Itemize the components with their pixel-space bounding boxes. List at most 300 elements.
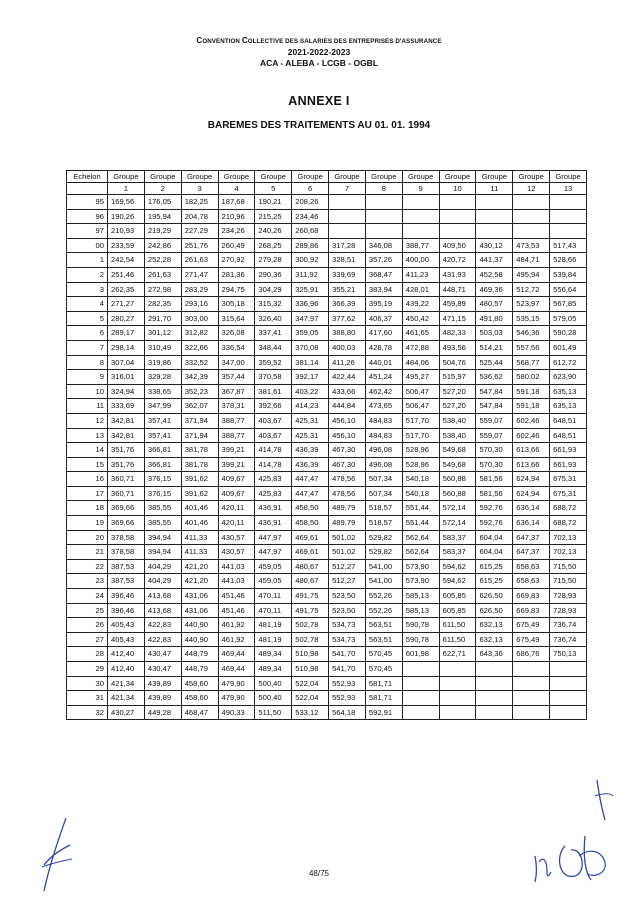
salary-cell: 431,93 [439,267,476,282]
salary-cell: 371,94 [181,428,218,443]
echelon-cell: 25 [67,603,108,618]
salary-cell: 573,90 [402,559,439,574]
salary-cell: 572,14 [439,501,476,516]
salary-cell: 293,16 [181,297,218,312]
salary-cell: 624,94 [513,486,550,501]
salary-cell: 425,31 [292,428,329,443]
header-group: Groupe [181,171,218,183]
salary-cell [513,676,550,691]
salary-cell: 570,30 [476,443,513,458]
table-body [67,195,587,720]
salary-cell: 355,21 [329,282,366,297]
salary-cell: 546,36 [513,326,550,341]
salary-cell: 538,40 [439,413,476,428]
salary-cell: 647,37 [513,530,550,545]
salary-cell: 611,50 [439,618,476,633]
salary-cell: 383,94 [365,282,402,297]
salary-cell: 439,89 [144,676,181,691]
salary-cell: 260,49 [218,238,255,253]
salary-cell: 300,92 [292,253,329,268]
salary-scale-table [66,170,587,720]
salary-cell: 401,46 [181,516,218,531]
salary-cell: 469,44 [218,662,255,677]
salary-cell: 491,75 [292,603,329,618]
salary-cell: 405,43 [108,632,145,647]
salary-cell: 420,11 [218,501,255,516]
echelon-cell: 23 [67,574,108,589]
salary-cell: 233,59 [108,238,145,253]
salary-cell [329,224,366,239]
salary-cell: 482,33 [439,326,476,341]
salary-cell: 636,14 [513,516,550,531]
salary-cell: 411,33 [181,545,218,560]
echelon-cell: 5 [67,311,108,326]
header-group: Groupe [365,171,402,183]
salary-cell: 675,49 [513,632,550,647]
header-group: 13 [550,183,587,195]
salary-cell: 525,44 [476,355,513,370]
salary-cell: 392,66 [255,399,292,414]
salary-cell: 715,50 [550,574,587,589]
salary-cell: 369,66 [108,501,145,516]
salary-cell: 534,73 [329,618,366,633]
salary-cell: 281,36 [218,267,255,282]
salary-cell: 583,37 [439,545,476,560]
salary-cell: 470,11 [255,589,292,604]
table-row [67,486,587,501]
salary-cell: 399,21 [218,457,255,472]
salary-cell: 461,65 [402,326,439,341]
salary-cell: 557,56 [513,340,550,355]
salary-cell [550,662,587,677]
salary-cell: 400,03 [329,340,366,355]
salary-cell: 504,76 [439,355,476,370]
salary-cell: 294,75 [218,282,255,297]
salary-cell: 413,68 [144,589,181,604]
salary-cell: 736,74 [550,632,587,647]
salary-cell: 187,68 [218,195,255,210]
header-group: 1 [108,183,145,195]
convention-years: 2021-2022-2023 [287,47,351,57]
salary-cell: 480,57 [476,297,513,312]
salary-cell: 332,52 [181,355,218,370]
salary-cell: 503,03 [476,326,513,341]
header-group: 9 [402,183,439,195]
salary-cell: 468,47 [181,705,218,720]
salary-cell: 552,93 [329,676,366,691]
salary-cell: 289,17 [108,326,145,341]
salary-cell: 506,47 [402,384,439,399]
salary-cell: 433,66 [329,384,366,399]
salary-cell: 447,97 [255,530,292,545]
salary-cell: 342,39 [181,370,218,385]
salary-cell: 613,66 [513,443,550,458]
salary-cell: 215,25 [255,209,292,224]
salary-cell: 556,64 [550,282,587,297]
salary-cell: 501,02 [329,530,366,545]
salary-cell: 234,46 [292,209,329,224]
salary-cell: 409,50 [439,238,476,253]
annex-subtitle: BAREMES DES TRAITEMENTS AU 01. 01. 1994 [207,120,431,131]
table-row [67,384,587,399]
table-row [67,632,587,647]
salary-cell: 601,98 [402,647,439,662]
salary-cell: 357,41 [144,413,181,428]
salary-cell: 394,94 [144,545,181,560]
echelon-cell: 18 [67,501,108,516]
salary-cell: 536,62 [476,370,513,385]
salary-cell [402,209,439,224]
salary-cell: 517,70 [402,413,439,428]
salary-cell: 581,71 [365,676,402,691]
salary-cell: 401,46 [181,501,218,516]
salary-cell: 728,93 [550,603,587,618]
salary-cell: 462,42 [365,384,402,399]
salary-cell: 441,37 [476,253,513,268]
salary-cell: 431,06 [181,589,218,604]
echelon-cell: 1 [67,253,108,268]
echelon-cell: 9 [67,370,108,385]
salary-cell: 421,34 [108,676,145,691]
salary-cell: 484,06 [402,355,439,370]
salary-cell: 533,12 [292,705,329,720]
salary-cell: 632,13 [476,618,513,633]
salary-cell: 422,83 [144,618,181,633]
salary-cell: 333,69 [108,399,145,414]
echelon-cell: 10 [67,384,108,399]
echelon-cell: 20 [67,530,108,545]
table-header [67,171,587,195]
salary-cell: 560,88 [439,472,476,487]
salary-cell: 500,40 [255,676,292,691]
salary-cell: 405,43 [108,618,145,633]
salary-cell: 675,31 [550,472,587,487]
table-row [67,705,587,720]
salary-cell [550,209,587,224]
table-row [67,691,587,706]
salary-cell: 702,13 [550,530,587,545]
salary-cell: 272,98 [144,282,181,297]
salary-cell: 658,63 [513,574,550,589]
salary-cell: 260,68 [292,224,329,239]
salary-cell: 280,27 [108,311,145,326]
echelon-cell: 13 [67,428,108,443]
table-row [67,574,587,589]
table-row [67,428,587,443]
salary-cell: 541,70 [329,647,366,662]
salary-cell: 647,37 [513,545,550,560]
salary-cell: 347,00 [218,355,255,370]
salary-cell: 452,58 [476,267,513,282]
table-row [67,253,587,268]
salary-cell: 484,83 [365,428,402,443]
salary-cell [476,662,513,677]
salary-cell: 479,90 [218,691,255,706]
header-group: Groupe [550,171,587,183]
salary-cell [476,705,513,720]
salary-cell: 436,39 [292,457,329,472]
table-row [67,311,587,326]
salary-cell: 528,96 [402,457,439,472]
salary-cell: 176,05 [144,195,181,210]
echelon-cell: 22 [67,559,108,574]
salary-cell: 441,03 [218,574,255,589]
salary-cell: 447,47 [292,472,329,487]
table-row [67,545,587,560]
salary-cell: 461,92 [218,618,255,633]
salary-cell: 688,72 [550,501,587,516]
salary-cell: 579,05 [550,311,587,326]
salary-cell: 458,50 [292,501,329,516]
salary-cell: 399,21 [218,443,255,458]
salary-cell [476,195,513,210]
salary-cell: 289,86 [292,238,329,253]
salary-cell: 371,94 [181,413,218,428]
salary-cell: 559,07 [476,413,513,428]
salary-cell: 396,46 [108,589,145,604]
salary-cell: 626,50 [476,589,513,604]
salary-cell: 403,67 [255,428,292,443]
salary-cell [513,224,550,239]
salary-cell [476,224,513,239]
salary-cell: 527,20 [439,399,476,414]
table-header-row [67,171,587,183]
salary-cell: 585,13 [402,603,439,618]
table-row [67,618,587,633]
salary-cell: 592,91 [365,705,402,720]
salary-cell [439,662,476,677]
salary-cell: 392,17 [292,370,329,385]
salary-cell: 458,60 [181,676,218,691]
salary-cell [402,705,439,720]
salary-cell: 643,36 [476,647,513,662]
salary-cell: 421,20 [181,559,218,574]
salary-cell: 551,44 [402,516,439,531]
salary-cell: 512,27 [329,574,366,589]
salary-cell: 305,18 [218,297,255,312]
salary-cell: 658,63 [513,559,550,574]
salary-cell [476,691,513,706]
salary-cell: 514,21 [476,340,513,355]
salary-cell: 611,50 [439,632,476,647]
salary-cell: 388,80 [329,326,366,341]
salary-cell [439,209,476,224]
salary-cell: 368,47 [365,267,402,282]
salary-cell: 414,78 [255,457,292,472]
salary-cell: 283,29 [181,282,218,297]
salary-cell: 425,83 [255,472,292,487]
salary-cell: 376,15 [144,472,181,487]
salary-cell: 467,30 [329,457,366,472]
salary-cell [476,676,513,691]
salary-cell: 430,57 [218,545,255,560]
salary-cell: 484,83 [365,413,402,428]
salary-cell: 421,20 [181,574,218,589]
salary-cell: 572,14 [439,516,476,531]
salary-cell: 602,46 [513,413,550,428]
salary-cell: 381,61 [255,384,292,399]
salary-cell: 342,81 [108,413,145,428]
salary-cell [439,195,476,210]
salary-cell: 481,19 [255,618,292,633]
salary-cell: 420,72 [439,253,476,268]
salary-cell: 351,76 [108,457,145,472]
salary-cell: 298,14 [108,340,145,355]
salary-cell: 359,52 [255,355,292,370]
salary-cell: 301,12 [144,326,181,341]
salary-cell: 447,47 [292,486,329,501]
salary-cell: 604,04 [476,530,513,545]
header-group: Groupe [329,171,366,183]
salary-cell: 403,22 [292,384,329,399]
header-group: 12 [513,183,550,195]
salary-cell: 451,24 [365,370,402,385]
salary-cell: 315,32 [255,297,292,312]
header-group: 8 [365,183,402,195]
salary-cell: 271,27 [108,297,145,312]
salary-cell: 439,22 [402,297,439,312]
salary-cell: 385,55 [144,501,181,516]
salary-cell: 728,93 [550,589,587,604]
echelon-cell: 6 [67,326,108,341]
salary-cell: 635,13 [550,399,587,414]
salary-cell: 489,79 [329,516,366,531]
salary-cell: 527,20 [439,384,476,399]
salary-cell: 385,55 [144,516,181,531]
salary-cell: 440,90 [181,618,218,633]
salary-cell: 412,40 [108,662,145,677]
salary-cell: 357,41 [144,428,181,443]
header-group: 7 [329,183,366,195]
salary-cell: 675,31 [550,486,587,501]
salary-cell: 540,18 [402,472,439,487]
salary-cell: 661,93 [550,457,587,472]
table-row [67,370,587,385]
header-group: Groupe [108,171,145,183]
salary-cell: 357,26 [365,253,402,268]
salary-cell: 552,93 [329,691,366,706]
salary-cell: 444,84 [329,399,366,414]
salary-cell: 394,94 [144,530,181,545]
salary-cell: 469,44 [218,647,255,662]
salary-cell: 510,98 [292,647,329,662]
salary-cell: 251,76 [181,238,218,253]
salary-cell: 458,60 [181,691,218,706]
salary-cell: 391,62 [181,486,218,501]
table-row [67,501,587,516]
salary-cell: 430,27 [108,705,145,720]
table-row [67,530,587,545]
table-row [67,472,587,487]
salary-cell: 495,27 [402,370,439,385]
salary-cell: 338,65 [144,384,181,399]
salary-cell: 473,65 [365,399,402,414]
salary-cell: 411,33 [181,530,218,545]
salary-cell: 366,39 [329,297,366,312]
salary-cell: 522,04 [292,691,329,706]
salary-cell: 388,77 [218,413,255,428]
salary-cell: 688,72 [550,516,587,531]
salary-cell: 540,18 [402,486,439,501]
salary-cell: 562,64 [402,545,439,560]
salary-cell: 336,96 [292,297,329,312]
salary-cell: 601,49 [550,340,587,355]
salary-cell [513,195,550,210]
salary-cell: 567,85 [550,297,587,312]
salary-cell: 624,94 [513,472,550,487]
salary-cell: 329,28 [144,370,181,385]
salary-cell: 376,15 [144,486,181,501]
salary-cell: 336,54 [218,340,255,355]
salary-cell: 261,63 [181,253,218,268]
salary-cell: 581,56 [476,472,513,487]
salary-cell: 450,42 [402,311,439,326]
salary-cell: 541,00 [365,574,402,589]
salary-cell: 342,81 [108,428,145,443]
salary-cell: 430,47 [144,647,181,662]
salary-cell: 227,29 [181,224,218,239]
salary-cell: 478,56 [329,486,366,501]
echelon-cell: 14 [67,443,108,458]
header-echelon: Echelon [67,171,108,183]
salary-cell: 523,50 [329,589,366,604]
salary-cell: 447,97 [255,545,292,560]
salary-cell [439,691,476,706]
salary-cell: 470,11 [255,603,292,618]
salary-cell [513,209,550,224]
echelon-cell: 24 [67,589,108,604]
salary-cell: 529,82 [365,545,402,560]
salary-cell: 594,62 [439,574,476,589]
echelon-cell: 8 [67,355,108,370]
salary-cell: 604,04 [476,545,513,560]
salary-cell: 396,46 [108,603,145,618]
salary-cell [365,224,402,239]
salary-cell: 440,01 [365,355,402,370]
salary-cell: 395,19 [365,297,402,312]
salary-cell: 234,26 [218,224,255,239]
salary-cell: 413,68 [144,603,181,618]
salary-cell [329,195,366,210]
salary-cell [550,676,587,691]
salary-cell: 324,94 [108,384,145,399]
salary-cell: 461,92 [218,632,255,647]
header-group: 5 [255,183,292,195]
salary-cell: 326,40 [255,311,292,326]
echelon-cell: 31 [67,691,108,706]
salary-cell: 518,57 [365,501,402,516]
header-group: Groupe [513,171,550,183]
salary-cell: 479,90 [218,676,255,691]
salary-cell: 648,51 [550,428,587,443]
salary-cell: 422,83 [144,632,181,647]
salary-cell: 626,50 [476,603,513,618]
salary-cell: 208,26 [292,195,329,210]
salary-cell: 541,00 [365,559,402,574]
salary-cell: 219,29 [144,224,181,239]
salary-cell [329,209,366,224]
salary-cell: 570,45 [365,647,402,662]
salary-cell [402,676,439,691]
echelon-cell: 17 [67,486,108,501]
salary-cell: 381,14 [292,355,329,370]
table-row [67,603,587,618]
table-row [67,326,587,341]
echelon-cell: 97 [67,224,108,239]
salary-cell: 613,66 [513,457,550,472]
salary-cell: 251,46 [108,267,145,282]
salary-cell [402,224,439,239]
